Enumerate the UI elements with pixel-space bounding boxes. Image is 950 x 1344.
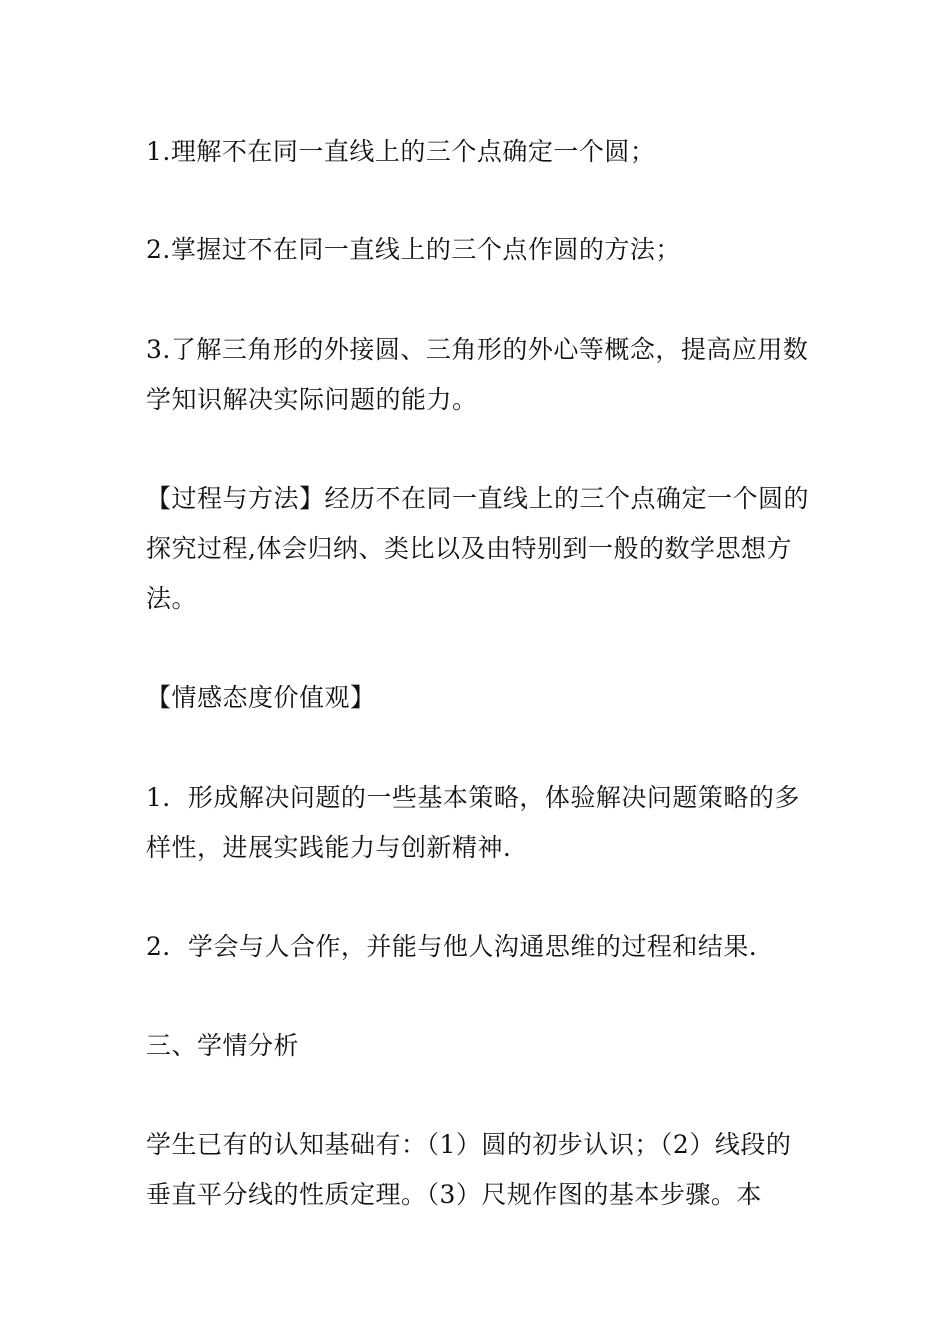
emotion-item-2: 2．学会与人合作，并能与他人沟通思维的过程和结果． xyxy=(146,932,775,961)
process-and-method: 【过程与方法】经历不在同一直线上的三个点确定一个圆的探究过程,体会归纳、类比以及由特别到一般的数学思想方法。 xyxy=(146,484,810,613)
objective-1: 1.理解不在同一直线上的三个点确定一个圆； xyxy=(146,137,656,166)
section-heading-learner-analysis: 三、学情分析 xyxy=(146,1031,300,1060)
emotion-attitude-heading: 【情感态度价值观】 xyxy=(146,683,376,712)
emotion-item-1: 1．形成解决问题的一些基本策略，体验解决问题策略的多样性，进展实践能力与创新精神． xyxy=(146,783,800,862)
objective-2: 2.掌握过不在同一直线上的三个点作圆的方法； xyxy=(146,235,681,264)
objective-3: 3.了解三角形的外接圆、三角形的外心等概念，提高应用数学知识解决实际问题的能力。 xyxy=(146,335,809,414)
learner-analysis-text: 学生已有的认知基础有：（1）圆的初步认识；（2）线段的垂直平分线的性质定理。（3）尺规作图的基本步骤。本 xyxy=(146,1130,792,1209)
